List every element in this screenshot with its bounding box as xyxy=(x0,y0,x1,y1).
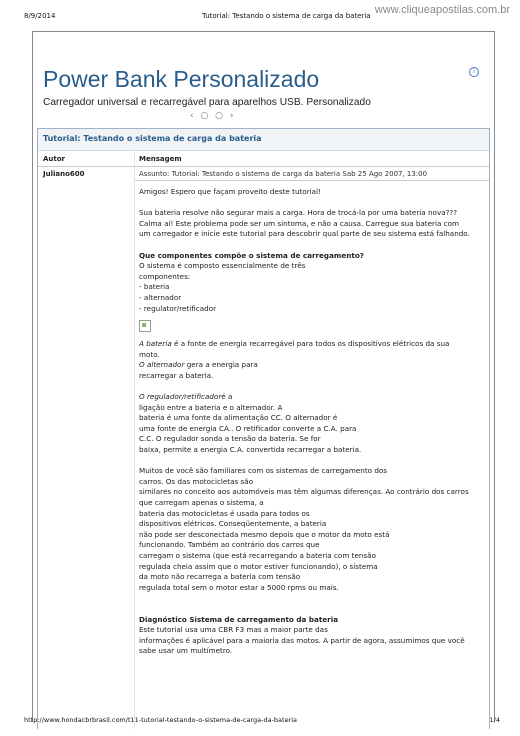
paragraph-line: O sistema é composto essencialmente de três xyxy=(139,261,306,271)
paragraph-line: Muitos de você são familiares com os sistemas de carregamento dos xyxy=(139,466,388,476)
paragraph-line: bateria é uma fonte da alimentação CC. O alternador é xyxy=(139,413,338,423)
print-page-number: 1/4 xyxy=(489,716,500,724)
section-heading-components: Que componentes compõe o sistema de carregamento? xyxy=(139,250,364,260)
list-item: - alternador xyxy=(139,292,182,302)
paragraph-line: componentes: xyxy=(139,271,191,281)
paragraph-line: similares no conceito aos automóveis mas têm algumas diferenças. Ao contrário dos carros xyxy=(139,487,469,497)
subject-divider xyxy=(135,180,489,181)
carousel-pager[interactable]: ‹ ○ ○ › xyxy=(190,111,236,121)
paragraph-line: Calma aí! Este problema pode ser um sintoma, e não a causa. Carregue sua bateria com xyxy=(139,218,460,228)
paragraph-line: regulada cheia assim que o motor estiver funcionando), o sistema xyxy=(139,561,378,571)
print-date: 8/9/2014 xyxy=(24,12,56,20)
print-page-title: Tutorial: Testando o sistema de carga da bateria xyxy=(202,12,371,20)
post-body xyxy=(139,187,484,657)
paragraph-text: é a xyxy=(221,392,233,402)
column-divider xyxy=(134,149,135,729)
paragraph-line: funcionando. Também ao contrário dos carros que xyxy=(139,540,320,550)
paragraph-line: dispositivos elétricos. Conseqüentemente, a bateria xyxy=(139,519,327,529)
paragraph-line xyxy=(139,339,484,350)
paragraph-line: Sua bateria resolve não segurar mais a carga. Hora de trocá-la por uma bateria nova??? xyxy=(139,208,458,218)
paragraph-line: carros. Os das motocicletas são xyxy=(139,476,254,486)
paragraph-line: carregam o sistema (que está recarregando a bateria com tensão xyxy=(139,551,376,560)
ad-title[interactable]: Power Bank Personalizado xyxy=(43,66,320,92)
term-regulador: O regulador/retificador xyxy=(139,392,222,402)
term-bateria: A bateria xyxy=(139,339,172,349)
paragraph-text: é a fonte de energia recarregável para todos os dispositivos elétricos da sua xyxy=(171,339,450,349)
paragraph-line: regulada total sem o motor estar a 5000 rpms ou mais. xyxy=(139,582,339,592)
post-subject: Assunto: Tutorial: Testando o sistema de carga da bateria Sab 25 Ago 2007, 13:00 xyxy=(139,170,428,178)
paragraph-line: Este tutorial usa uma CBR F3 mas a maior parte das xyxy=(139,625,328,635)
term-alternador: O alternador xyxy=(139,360,185,370)
paragraph-line xyxy=(139,360,484,371)
topic-title[interactable]: Tutorial: Testando o sistema de carga da bateria xyxy=(43,134,262,143)
paragraph-line: C.C. O regulador sonda a tensão da bateria. Se for xyxy=(139,434,321,444)
paragraph-line: moto. xyxy=(139,349,160,359)
paragraph-line: ligação entre a bateria e o alternador. A xyxy=(139,402,283,412)
paragraph-line: sabe usar um multímetro. xyxy=(139,646,233,656)
intro-paragraph: Amigos! Espero que façam proveito deste tutorial! xyxy=(139,187,321,196)
paragraph-line: recarregar a bateria. xyxy=(139,370,214,380)
paragraph-line: da moto não recarrega a bateria com tensão xyxy=(139,572,301,582)
post-author[interactable]: Juliano600 xyxy=(43,170,85,178)
message-column-header: Mensagem xyxy=(139,155,182,163)
author-column-header: Autor xyxy=(43,155,66,163)
topic-bar xyxy=(38,129,489,151)
section-heading-diagnostico: Diagnóstico Sistema de carregamento da bateria xyxy=(139,614,339,624)
header-divider xyxy=(38,166,489,167)
broken-image-icon xyxy=(139,320,151,332)
paragraph-line: que carregam apenas o sistema, a xyxy=(139,498,264,508)
paragraph-line: baixa, permite a energia C.A. convertida recarregar a bateria. xyxy=(139,445,362,455)
list-item: - bateria xyxy=(139,282,170,292)
print-footer-url: http://www.hondacbrbrasil.com/t11-tutorial-testando-o-sistema-de-carga-da-bateria xyxy=(24,716,298,724)
paragraph-line: uma fonte de energia CA.. O retificador converte a C.A. para xyxy=(139,423,357,433)
paragraph-line: bateria das motocicletas é usada para todos os xyxy=(139,508,310,518)
ad-subtitle: Carregador universal e recarregável para aparelhos USB. Personalizado xyxy=(43,97,371,108)
ad-info-icon[interactable]: i xyxy=(469,67,479,77)
paragraph-line: não pode ser desconectada mesmo depois que o motor da moto está xyxy=(139,529,390,539)
forum-post-panel xyxy=(37,128,490,729)
watermark-brand: www.cliqueapostilas.com.br xyxy=(374,4,510,16)
paragraph-line: informações é aplicável para a maioria das motos. A partir de agora, assumimos que você xyxy=(139,635,465,645)
paragraph-line xyxy=(139,392,484,403)
list-item: - regulator/retificador xyxy=(139,303,217,313)
paragraph-text: gera a energia para xyxy=(184,360,258,370)
paragraph-line: um carregador e inicie este tutorial para descobrir qual parte de seu sistema está falhando. xyxy=(139,229,470,239)
